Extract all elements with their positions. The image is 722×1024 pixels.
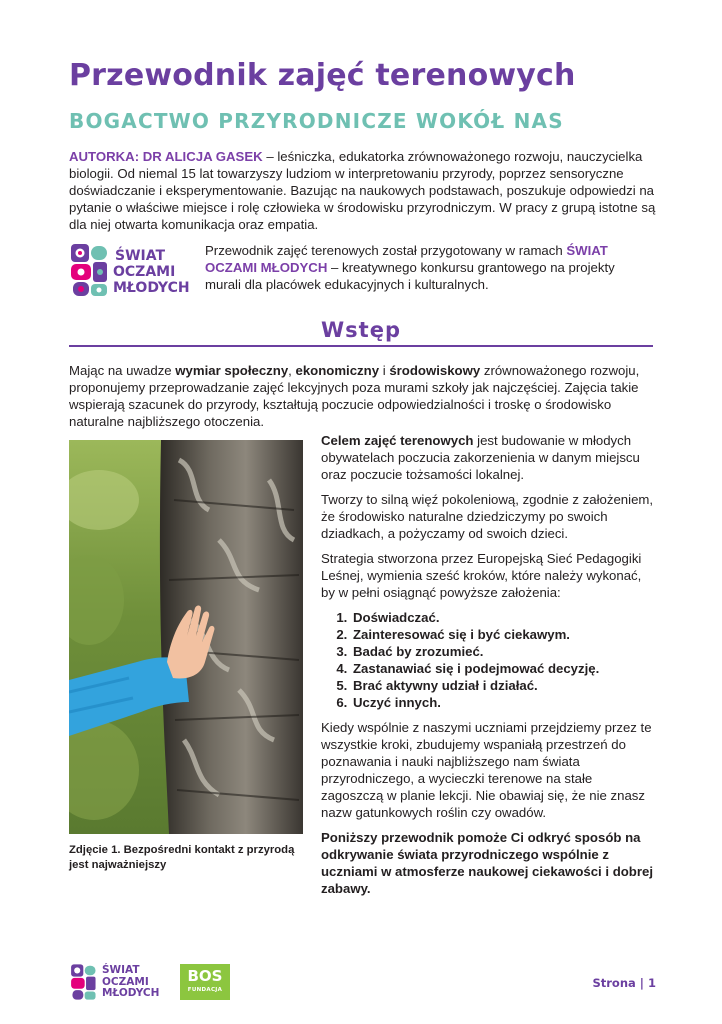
project-note-text: – kreatywnego konkursu grantowego na projekty murali dla placówek edukacyjnych i kulturalnych. [205,260,615,292]
project-note [205,242,650,293]
step-item: 6. Uczyć innych. [351,694,657,711]
logo-mark-icon [69,963,99,1001]
intro-text: , [288,363,296,378]
step-item: 1. Doświadczać. [351,609,657,626]
content-paragraph: Kiedy wspólnie z naszymi uczniami przejdziemy przez te wszystkie kroki, zbudujemy wspaniałą przestrzeń do poznawania i nauki najbliższego nam świata przyrodniczego, a wycieczki terenowe na stałe zagoszczą w planie lekcji. Nie obawiaj się, że nie znasz nazw gatunkowych roślin czy owadów. [321,720,652,820]
steps-list [321,609,657,711]
step-item: 4. Zastanawiać się i podejmować decyzję. [351,660,657,677]
project-name: ŚWIAT OCZAMI MŁODYCH [205,243,608,275]
logo-line: MŁODYCH [102,987,160,999]
logo-line: MŁODYCH [113,280,190,296]
section-heading: Wstęp [321,318,401,342]
content-paragraph [321,432,657,483]
logo-mark-icon [69,242,111,298]
step-item: 5. Brać aktywny udział i działać. [351,677,657,694]
bos-logo-text: BOS [187,967,223,985]
logo-line: ŚWIAT [115,248,166,264]
author-label: AUTORKA: DR ALICJA GASEK [69,149,263,164]
logo-line: ŚWIAT [102,964,140,976]
section-divider [69,345,653,347]
author-paragraph [69,148,659,233]
main-content-column [321,432,657,905]
intro-paragraph [69,362,659,430]
content-text: jest budowanie w młodych obywatelach poczucia zakorzenienia w danym miejscu oraz poczucie tożsamości lokalnej. [321,433,640,482]
intro-emphasis: wymiar społeczny [175,363,289,378]
content-paragraph: Tworzy to silną więź pokoleniową, zgodnie z założeniem, że środowisko naturalne dziedziczymy po swoich dziadkach, a pożyczamy od swoich dzieci. [321,492,654,541]
step-item: 3. Badać by zrozumieć. [351,643,657,660]
intro-emphasis: środowiskowy [389,363,481,378]
tree-trunk-photo [69,440,303,834]
intro-text: Mając na uwadze [69,363,176,378]
page-subtitle: BOGACTWO PRZYRODNICZE WOKÓŁ NAS [69,109,564,133]
photo-caption: Zdjęcie 1. Bezpośredni kontakt z przyrodą jest najważniejszy [69,844,295,871]
intro-emphasis: ekonomiczny [295,363,380,378]
content-paragraph: Strategia stworzona przez Europejską Sieć Pedagogiki Leśnej, wymienia sześć kroków, które należy wykonać, by w pełni osiągnąć powyższe założenia: [321,551,642,600]
logo-text [102,965,172,1000]
step-item: 2. Zainteresować się i być ciekawym. [351,626,657,643]
logo-text [113,248,203,296]
page-title: Przewodnik zajęć terenowych [69,58,576,93]
bos-logo-subtext: FUNDACJA [187,987,223,993]
logo-line: OCZAMI [113,264,176,280]
closing-paragraph: Poniższy przewodnik pomoże Ci odkryć sposób na odkrywanie świata przyrodniczego wspólnie z uczniami w atmosferze naukowej ciekawości i dobrej zabawy. [321,830,653,896]
logo-line: OCZAMI [102,975,149,988]
author-bio: – leśniczka, edukatorka zrównoważonego rozwoju, nauczycielka biologii. Od niemal 15 lat towarzyszy ludziom w interpretowaniu przyrody, poprzez sensoryczne doświadczanie i eksperymentowanie. Bazując na naukowych podstawach, poszukuje odpowiedzi na pytanie o właściwe miejsce i rolę człowieka w środowisku przyrodniczym. W pracy z grupą istotne są dla niej otwarta komunikacja oraz empatia. [69,149,656,232]
swiat-oczami-mlodych-logo [69,242,190,303]
footer-swiat-oczami-mlodych-logo [69,963,160,1006]
intro-text: zrównoważonego rozwoju, proponujemy przeprowadzanie zajęć lekcyjnych poza murami szkoły jak najczęściej. Zajęcia takie wspierają szacunek do przyrody, kształtują poczucie odpowiedzialności i troskę o środowisko naturalne najbliższego otoczenia. [69,363,640,429]
content-emphasis: Celem zajęć terenowych [321,433,474,448]
bos-foundation-logo [180,964,230,1000]
intro-text: i [379,363,390,378]
page-number: Strona | 1 [592,976,656,990]
project-note-text: Przewodnik zajęć terenowych został przygotowany w ramach [205,243,567,258]
